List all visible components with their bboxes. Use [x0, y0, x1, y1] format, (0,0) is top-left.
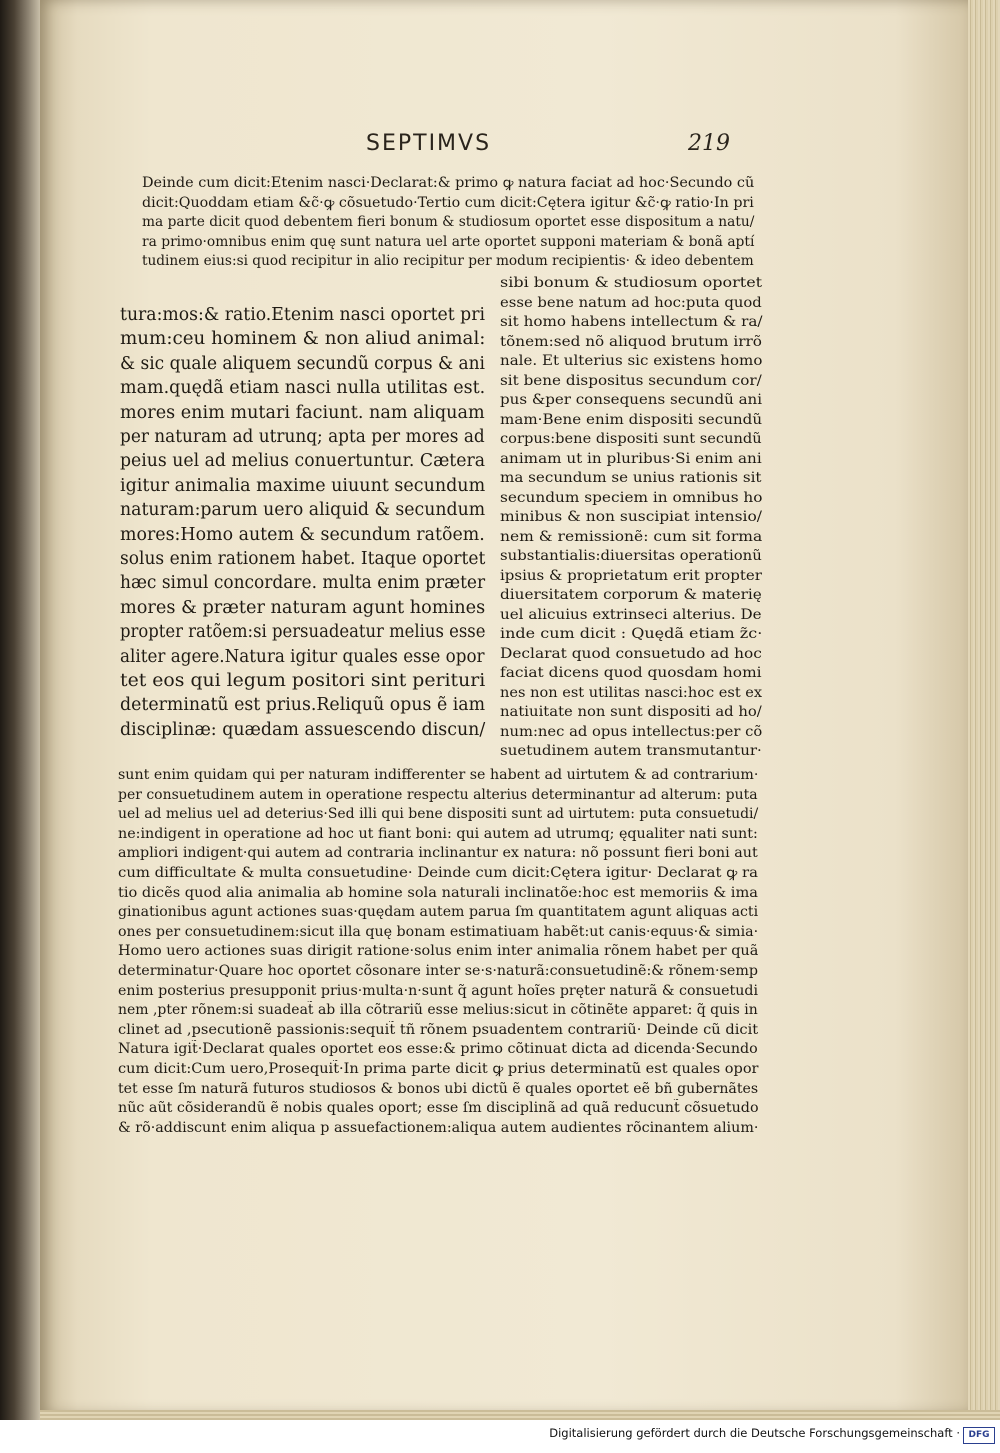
text-line: ginationibus agunt actiones suas·quędam autem parua ſm quantitatem agunt aliquas acti: [118, 904, 759, 921]
text-line: tudinem eius:si quod recipitur in alio recipitur per modum recipientis· & ideo debentem: [142, 253, 754, 270]
text-line: mores & præter naturam agunt homines: [120, 597, 486, 618]
text-line: mam·Bene enim dispositi secundũ: [500, 411, 763, 428]
text-line: mores:Homo autem & secundum ratõem.: [120, 524, 485, 545]
text-line: cum dicit:Cum uero,Prosequit̃·In prima parte dicit ꝙ prius determinatũ est quales opor: [118, 1061, 759, 1077]
text-line: diuersitatem corporum & materię: [500, 587, 762, 603]
page-stack-edge: [968, 0, 1000, 1420]
text-line: substantialis:diuersitas operationũ: [500, 548, 762, 564]
running-head: SEPTIMVS: [366, 131, 492, 156]
text-line: tura:mos:& ratio.Etenim nasci oportet pri: [120, 305, 486, 325]
text-line: mum:ceu hominem & non aliud animal:: [120, 329, 486, 350]
text-line: tet esse ſm naturã futuros studiosos & bonos ubi dictũ ẽ quales oportet eẽ bñ gubernãtes: [118, 1080, 759, 1097]
text-line: suetudinem autem transmutantur·: [500, 743, 762, 759]
text-line: Homo uero actiones suas dirigit ratione·solus enim inter animalia rõnem habet per quã: [118, 943, 759, 960]
folio-number: 219: [688, 131, 730, 156]
text-line: disciplinæ: quædam assuescendo discun/: [120, 719, 486, 740]
text-line: animam ut in pluribus·Si enim ani: [500, 450, 762, 467]
dfg-logo: DFG: [963, 1427, 995, 1444]
text-line: natiuitate non sunt dispositi ad ho/: [500, 704, 762, 720]
text-line: ipsius & proprietatum erit propter: [500, 567, 762, 584]
text-line: & sic quale aliquem secundũ corpus & ani: [120, 353, 485, 374]
text-line: propter ratõem:si persuadeatur melius esse: [120, 622, 486, 643]
text-line: sibi bonum & studiosum oportet: [500, 275, 763, 291]
text-line: nes non est utilitas nasci:hoc est ex: [500, 684, 763, 701]
text-line: peius uel ad melius conuertuntur. Cætera: [120, 451, 486, 472]
text-line: nem & remissionẽ: cum sit forma: [500, 528, 763, 545]
text-line: igitur animalia maxime uiuunt secundum: [120, 475, 486, 496]
text-line: Deinde cum dicit:Etenim nasci·Declarat:& primo ꝙ natura faciat ad hoc·Secundo cũ: [142, 175, 755, 191]
book-spine: [0, 0, 40, 1420]
text-line: ra primo·omnibus enim quę sunt natura uel arte oportet supponi materiam & bonã aptí: [142, 233, 755, 250]
text-line: cum difficultate & multa consuetudine· Deinde cum dicit:Cętera igitur· Declarat ꝙ ra: [118, 865, 758, 881]
text-line: enim posterius presupponit prius·multa·n·sunt q̃ agunt hoĩes pręter naturã & consuetudi: [118, 982, 759, 999]
text-line: ma parte dicit quod debentem fieri bonum & studiosum oportet esse dispositum a natu/: [142, 214, 755, 231]
text-line: determinatur·Quare hoc oportet cõsonare inter se·s·naturã:consuetudinẽ:& rõnem·semp: [118, 963, 758, 979]
page-stack-bottom: [40, 1410, 1000, 1420]
text-line: pus &per consequens secundũ ani: [500, 392, 763, 408]
text-line: hæc simul concordare. multa enim præter: [120, 573, 486, 594]
text-line: aliter agere.Natura igitur quales esse opor: [120, 646, 485, 667]
text-line: sunt enim quidam qui per naturam indifferenter se habent ad uirtutem & ad contrarium·: [118, 767, 759, 783]
text-line: nũc aũt cõsiderandũ ẽ nobis quales oport; esse ſm disciplinã ad quã reducunt̃ cõsuetudo: [118, 1100, 759, 1117]
text-line: dicit:Quoddam etiam &c̃·ꝙ cõsuetudo·Tertio cum dicit:Cętera igitur &c̃·ꝙ ratio·In pri: [142, 194, 754, 211]
text-line: Declarat quod consuetudo ad hoc: [500, 645, 762, 662]
text-line: solus enim rationem habet. Itaque oportet: [120, 549, 486, 569]
text-line: uel ad melius uel ad deterius·Sed illi qui bene dispositi sunt ad uirtutem: puta consuetudi/: [118, 806, 759, 823]
text-line: tet eos qui legum positori sint perituri: [120, 671, 486, 691]
text-line: per naturam ad utrunq; apta per mores ad: [120, 427, 485, 447]
text-line: uel alicuius extrinseci alterius. De: [500, 606, 762, 623]
text-line: determinatũ est prius.Reliquũ opus ẽ iam: [120, 695, 486, 716]
text-line: mores enim mutari faciunt. nam aliquam: [120, 402, 485, 423]
text-line: num:nec ad opus intellectus:per cõ: [500, 723, 763, 740]
text-line: minibus & non suscipiat intensio/: [500, 509, 762, 525]
text-line: sit homo habens intellectum & ra/: [500, 314, 763, 330]
funding-credit: Digitalisierung gefördert durch die Deutsche Forschungsgemeinschaft ·: [549, 1426, 960, 1440]
text-line: corpus:bene dispositi sunt secundũ: [500, 431, 762, 447]
text-line: sit bene dispositus secundum cor/: [500, 372, 762, 389]
text-line: ne:indigent in operatione ad hoc ut fiant boni: qui autem ad utrumq; ęqualiter nati sunt:: [118, 825, 758, 842]
text-line: naturam:parum uero aliquid & secundum: [120, 500, 486, 521]
text-line: tio dicẽs quod alia animalia ab homine sola naturali inclinatõe:hoc est memoriis & ima: [118, 884, 758, 901]
text-line: nale. Et ulterius sic existens homo: [500, 353, 763, 369]
text-line: ones per consuetudinem:sicut illa quę bonam estimatiuam habẽt:ut canis·equus·& simia·: [118, 923, 759, 940]
text-line: esse bene natum ad hoc:puta quod: [500, 294, 762, 311]
text-line: ma secundum se unius rationis sit: [500, 470, 762, 486]
text-line: & rõ·addiscunt enim aliqua p assuefactionem:aliqua autem audientes rõcinantem alium·: [118, 1119, 759, 1136]
text-line: tõnem:sed nõ aliquod brutum irrõ: [500, 333, 762, 350]
text-line: secundum speciem in omnibus ho: [500, 489, 763, 506]
text-line: ampliori indigent·qui autem ad contraria inclinantur ex natura: nõ possunt fieri boni aut: [118, 845, 758, 862]
text-line: mam.quędã etiam nasci nulla utilitas est.: [120, 378, 486, 399]
text-line: faciat dicens quod quosdam homi: [500, 665, 762, 681]
text-line: clinet ad ,psecutionẽ passionis:sequit̃ tñ rõnem psuadentem contrariũ· Deinde cũ dicit: [118, 1021, 759, 1038]
text-line: per consuetudinem autem in operatione respectu alterius determinantur ad alterum: puta: [118, 786, 758, 803]
text-line: nem ,pter rõnem:si suadeat̃ ab illa cõtrariũ esse melius:sicut in cõtinẽte apparet: q̃ quis in: [118, 1002, 758, 1019]
text-line: Natura igit̃·Declarat quales oportet eos esse:& primo cõtinuat dicta ad dicenda·Secundo: [118, 1041, 758, 1058]
text-line: inde cum dicit : Quędã etiam z̃c·: [500, 626, 763, 642]
